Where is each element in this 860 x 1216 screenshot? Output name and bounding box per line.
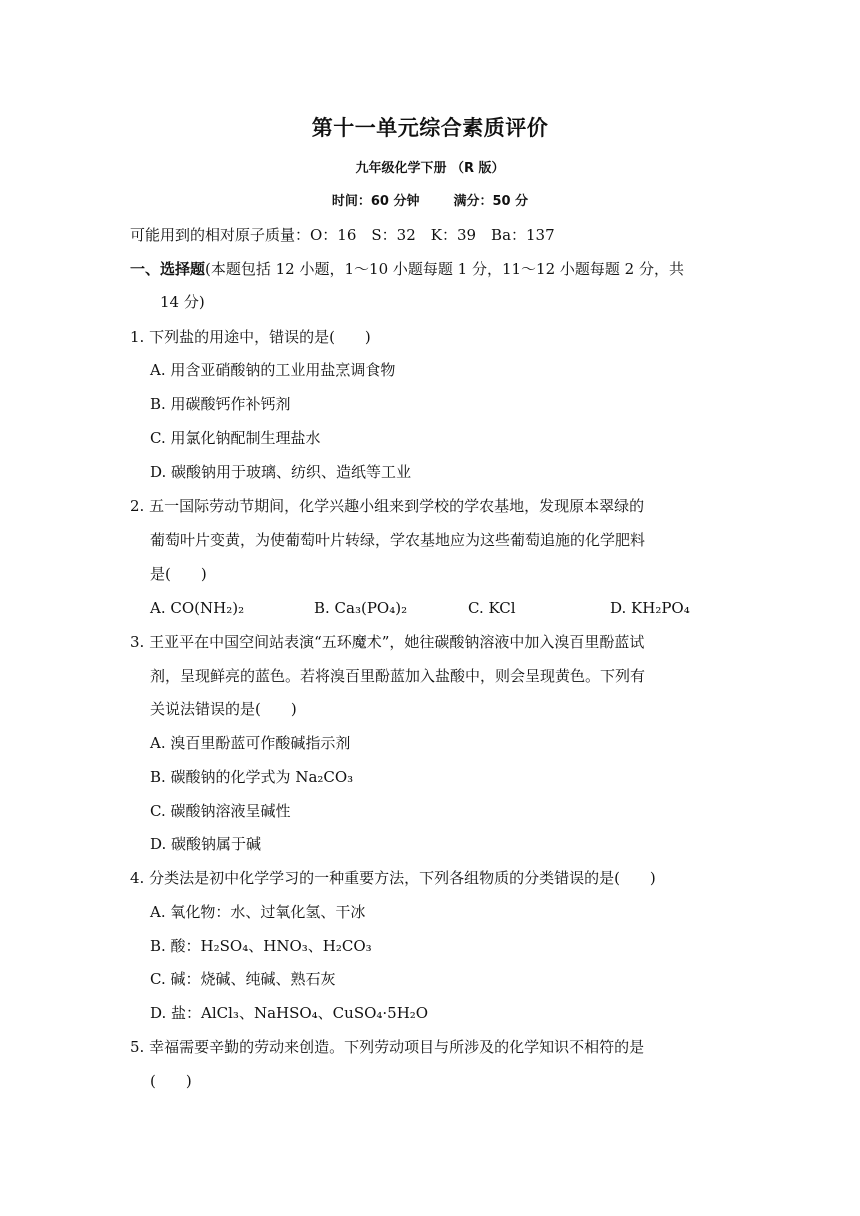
q4-stem: 4. 分类法是初中化学学习的一种重要方法，下列各组物质的分类错误的是( ) (130, 869, 656, 887)
q2-stem-3: 是( ) (150, 565, 207, 583)
q1-option-d: D. 碳酸钠用于玻璃、纺织、造纸等工业 (150, 463, 412, 481)
q3-stem-2: 剂，呈现鲜亮的蓝色。若将溴百里酚蓝加入盐酸中，则会呈现黄色。下列有 (150, 667, 646, 685)
q3-option-a: A. 溴百里酚蓝可作酸碱指示剂 (150, 734, 351, 752)
section-desc-1: (本题包括 12 小题，1～10 小题每题 1 分，11～12 小题每题 2 分，共 (205, 260, 684, 278)
q2-stem-2: 葡萄叶片变黄，为使葡萄叶片转绿，学农基地应为这些葡萄追施的化学肥料 (150, 531, 646, 549)
q1-option-b: B. 用碳酸钙作补钙剂 (150, 395, 291, 413)
q1-option-a: A. 用含亚硝酸钠的工业用盐烹调食物 (150, 361, 396, 379)
page-title: 第十一单元综合素质评价 (311, 116, 549, 140)
q2-option-b: B. Ca₃(PO₄)₂ (314, 599, 408, 617)
q2-option-c: C. KCl (468, 599, 516, 617)
section-heading: 一、选择题 (130, 260, 206, 278)
q3-option-d: D. 碳酸钠属于碱 (150, 835, 262, 853)
q3-option-c: C. 碳酸钠溶液呈碱性 (150, 802, 291, 820)
q4-option-a: A. 氧化物：水、过氧化氢、干冰 (150, 903, 366, 921)
q2-option-d: D. KH₂PO₄ (610, 599, 690, 617)
q3-stem-1: 3. 王亚平在中国空间站表演“五环魔术”，她往碳酸钠溶液中加入溴百里酚蓝试 (130, 633, 645, 651)
exam-time: 时间：60 分钟 (331, 194, 420, 209)
exam-score: 满分：50 分 (453, 194, 529, 209)
q4-option-d: D. 盐：AlCl₃、NaHSO₄、CuSO₄·5H₂O (150, 1004, 429, 1022)
section-desc-2: 14 分) (160, 293, 205, 311)
q2-option-a: A. CO(NH₂)₂ (150, 599, 245, 617)
atomic-masses: 可能用到的相对原子质量：O：16 S：32 K：39 Ba：137 (130, 226, 555, 244)
q1-stem: 1. 下列盐的用途中，错误的是( ) (130, 328, 371, 346)
q3-option-b: B. 碳酸钠的化学式为 Na₂CO₃ (150, 768, 354, 786)
q1-option-c: C. 用氯化钠配制生理盐水 (150, 429, 321, 447)
section-heading-line (130, 259, 684, 279)
q2-stem-1: 2. 五一国际劳动节期间，化学兴趣小组来到学校的学农基地，发现原本翠绿的 (130, 497, 645, 515)
page-subtitle: 九年级化学下册 （R 版） (355, 161, 505, 176)
q4-option-c: C. 碱：烧碱、纯碱、熟石灰 (150, 970, 336, 988)
exam-info (0, 190, 860, 209)
q5-stem-2: ( ) (150, 1072, 192, 1090)
q4-option-b: B. 酸：H₂SO₄、HNO₃、H₂CO₃ (150, 937, 372, 955)
q3-stem-3: 关说法错误的是( ) (150, 700, 297, 718)
q5-stem-1: 5. 幸福需要辛勤的劳动来创造。下列劳动项目与所涉及的化学知识不相符的是 (130, 1038, 645, 1056)
